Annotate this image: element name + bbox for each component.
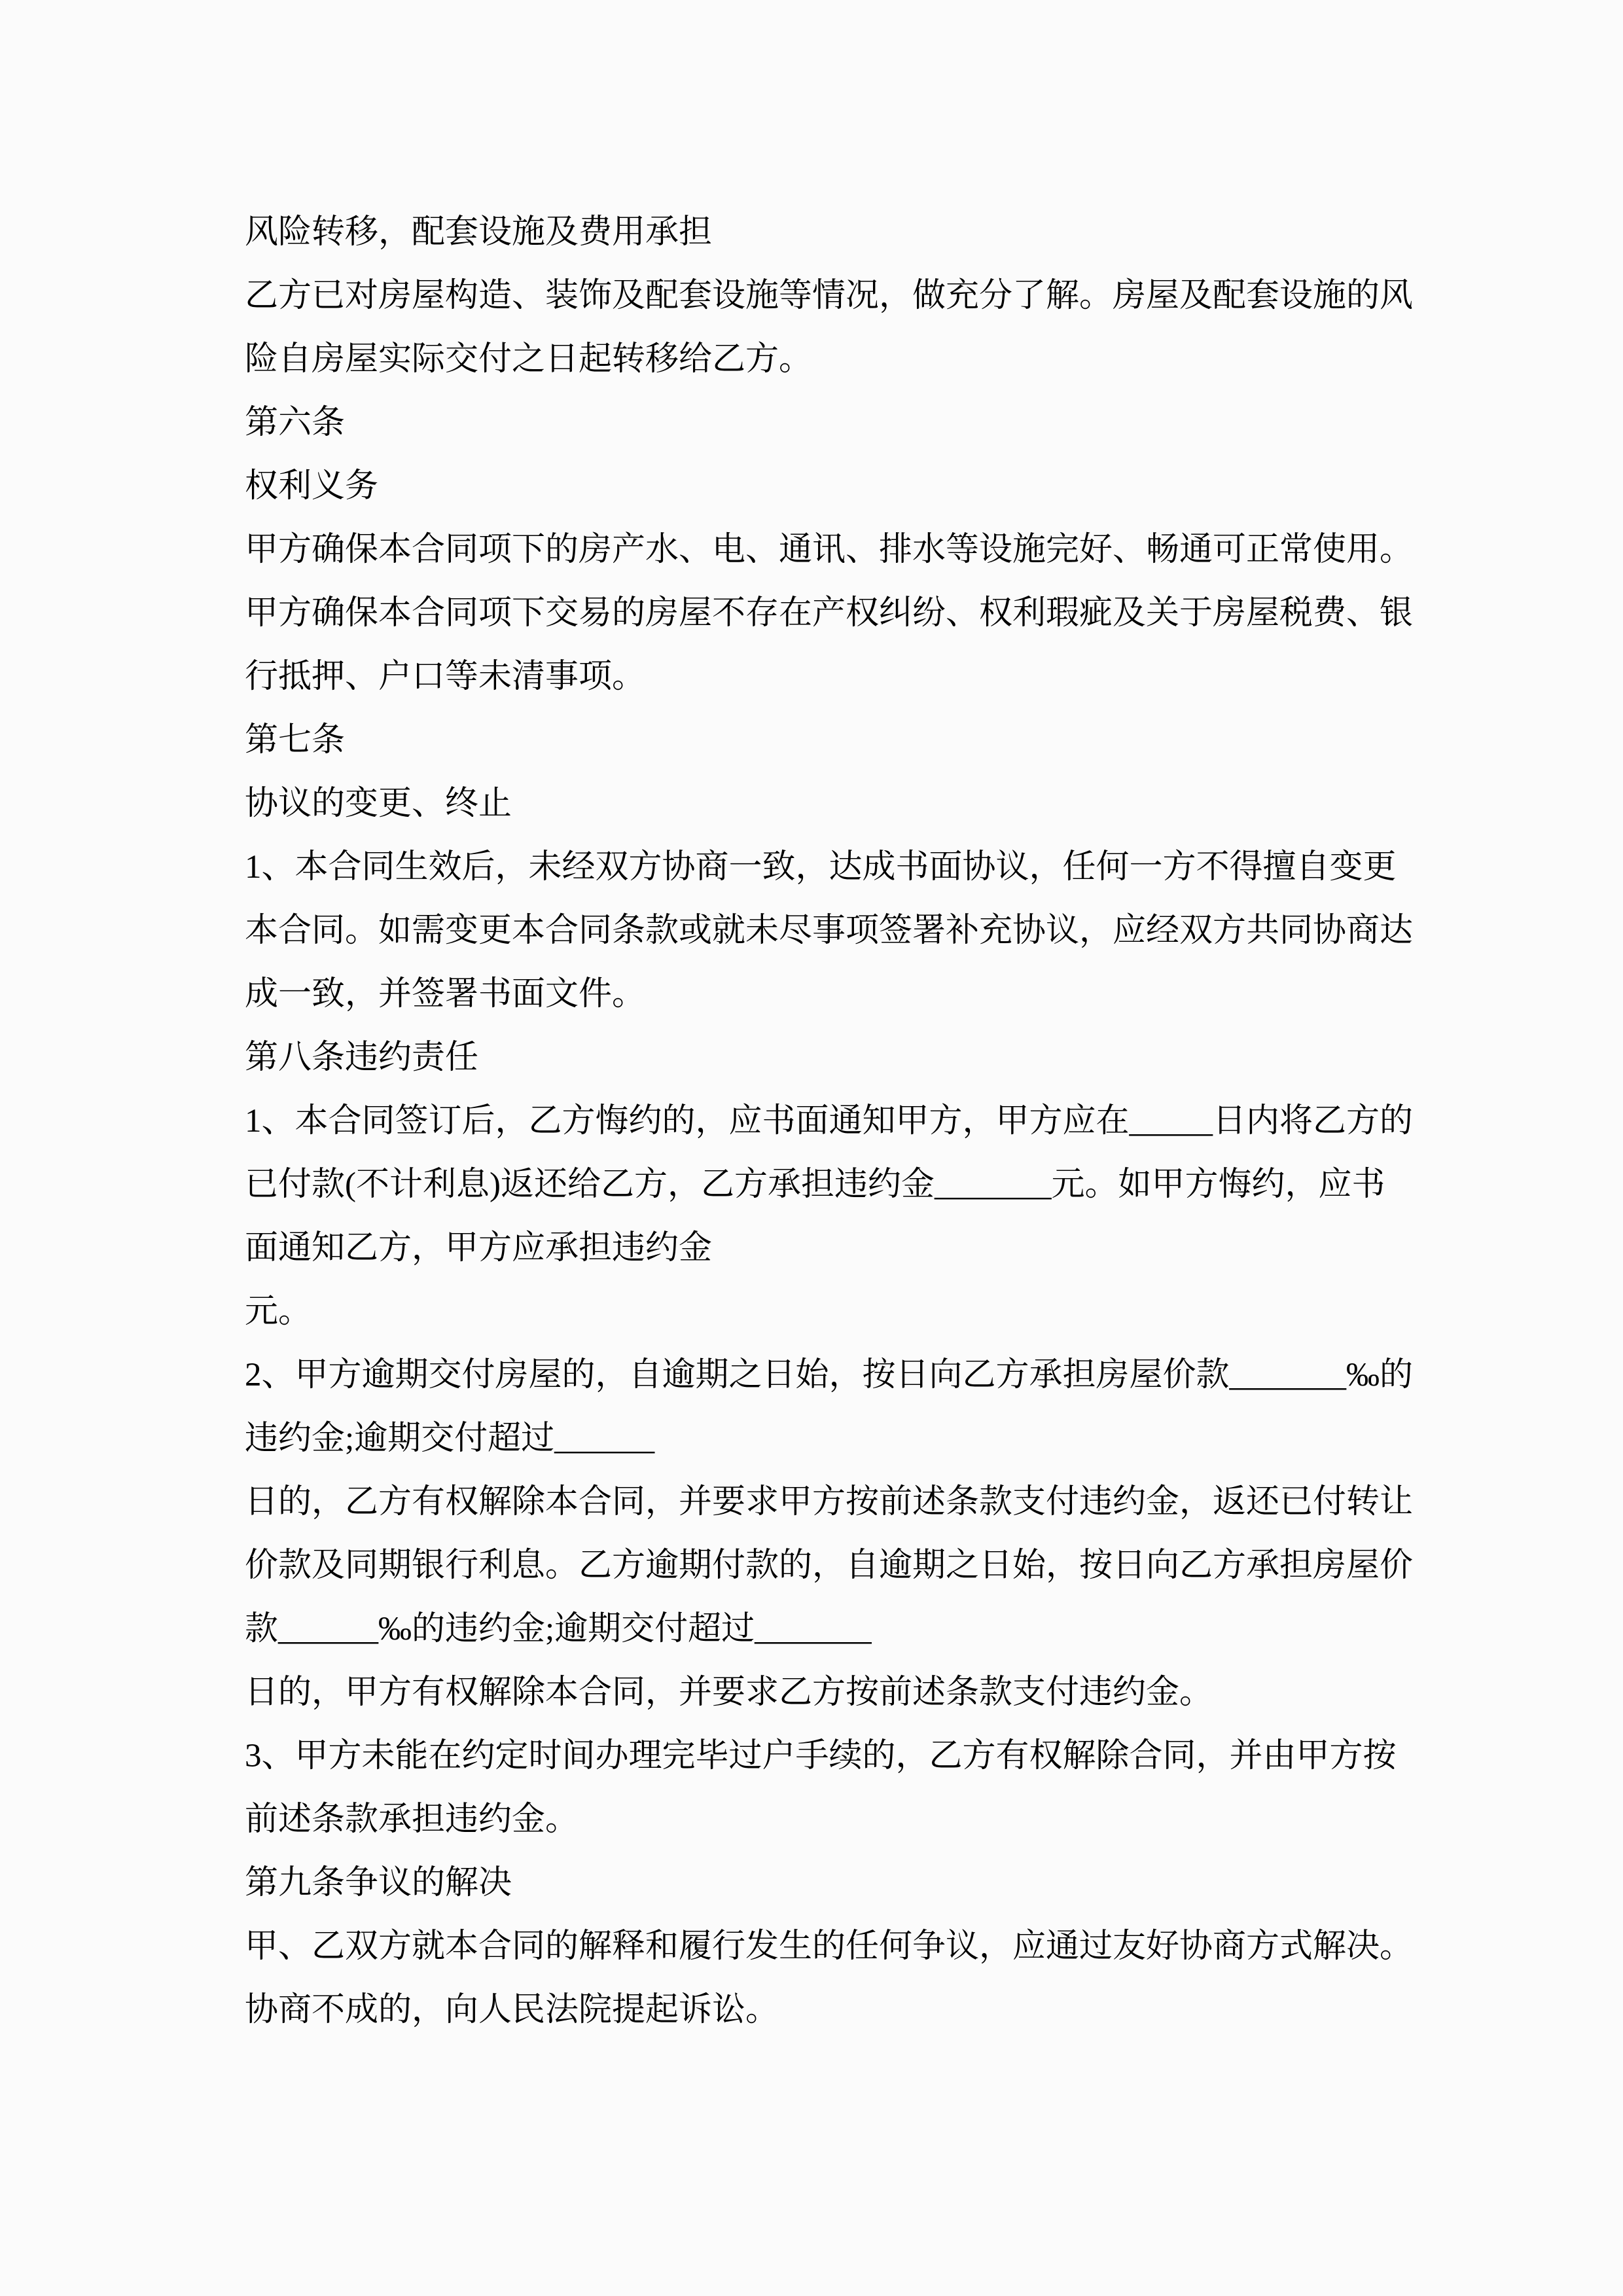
text-line: 风险转移，配套设施及费用承担	[245, 214, 713, 251]
text-line: 协议的变更、终止	[245, 785, 512, 822]
text-line: 甲、乙双方就本合同的解释和履行发生的任何争议，应通过友好协商方式解决。	[245, 1928, 1414, 1965]
text-line: 违约金;逾期交付超过______	[245, 1420, 655, 1457]
text-line: 甲方确保本合同项下交易的房屋不存在产权纠纷、权利瑕疵及关于房屋税费、银	[245, 595, 1414, 632]
text-line: 面通知乙方，甲方应承担违约金	[245, 1230, 713, 1266]
text-line: 本合同。如需变更本合同条款或就未尽事项签署补充协议，应经双方共同协商达	[245, 912, 1414, 949]
contract-text-block	[245, 201, 1442, 2042]
text-line: 3、甲方未能在约定时间办理完毕过户手续的，乙方有权解除合同，并由甲方按	[245, 1738, 1397, 1774]
text-line: 第九条争议的解决	[245, 1865, 512, 1901]
text-line: 日的，乙方有权解除本合同，并要求甲方按前述条款支付违约金，返还已付转让	[245, 1484, 1414, 1520]
text-line: 前述条款承担违约金。	[245, 1801, 579, 1838]
text-line: 协商不成的，向人民法院提起诉讼。	[245, 1992, 779, 2028]
text-line: 2、甲方逾期交付房屋的，自逾期之日始，按日向乙方承担房屋价款_______‰的	[245, 1357, 1414, 1393]
text-line: 元。	[245, 1293, 312, 1330]
text-line: 1、本合同生效后，未经双方协商一致，达成书面协议，任何一方不得擅自变更	[245, 849, 1397, 886]
text-line: 成一致，并签署书面文件。	[245, 976, 646, 1013]
text-line: 乙方已对房屋构造、装饰及配套设施等情况，做充分了解。房屋及配套设施的风	[245, 278, 1414, 314]
text-line: 已付款(不计利息)返还给乙方，乙方承担违约金_______元。如甲方悔约，应书	[245, 1166, 1385, 1203]
text-line: 甲方确保本合同项下的房产水、电、通讯、排水等设施完好、畅通可正常使用。	[245, 531, 1414, 568]
text-line: 1、本合同签订后，乙方悔约的，应书面通知甲方，甲方应在_____日内将乙方的	[245, 1103, 1414, 1139]
text-line: 第六条	[245, 404, 346, 441]
text-line: 价款及同期银行利息。乙方逾期付款的，自逾期之日始，按日向乙方承担房屋价	[245, 1547, 1414, 1584]
text-line: 行抵押、户口等未清事项。	[245, 658, 646, 695]
text-line: 险自房屋实际交付之日起转移给乙方。	[245, 341, 813, 378]
text-line: 权利义务	[245, 468, 379, 505]
text-line: 日的，甲方有权解除本合同，并要求乙方按前述条款支付违约金。	[245, 1674, 1213, 1711]
text-line: 第八条违约责任	[245, 1039, 479, 1076]
text-line: 第七条	[245, 722, 346, 759]
text-line: 款______‰的违约金;逾期交付超过_______	[245, 1611, 872, 1647]
